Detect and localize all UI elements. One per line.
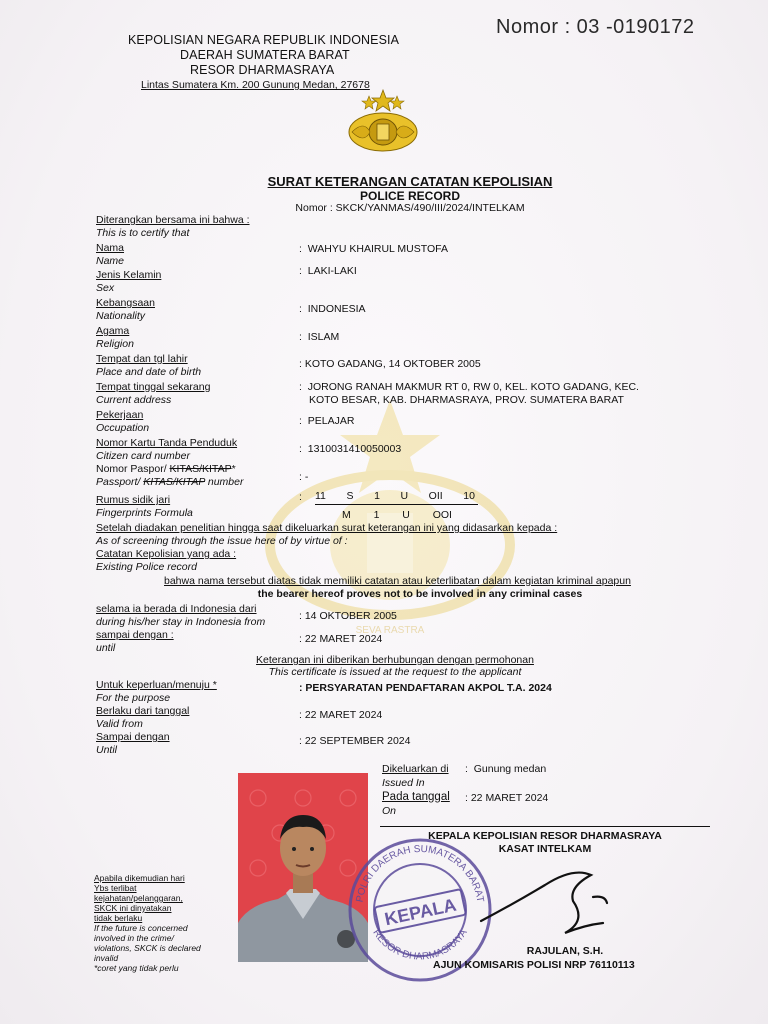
issued-on-value: : 22 MARET 2024: [465, 792, 549, 804]
sex-label: Jenis Kelamin Sex: [96, 269, 162, 294]
ktp-label: Nomor Kartu Tanda Penduduk Citizen card number: [96, 437, 238, 462]
name-label: Nama Name: [96, 242, 125, 267]
issued-in-label: Dikeluarkan di Issued In: [382, 763, 449, 789]
valid-until-label: Sampai dengan Until: [96, 731, 170, 756]
request-text: Keterangan ini diberikan berhubungan dengan permohonan: [256, 654, 534, 666]
stamp-center-text: KEPALA: [382, 894, 459, 930]
signatory-rank: AJUN KOMISARIS POLISI NRP 76110113: [433, 959, 635, 971]
stamp-ring-text: POLRI DAERAH SUMATERA BARAT: [354, 843, 486, 904]
passport-value: : -: [299, 471, 309, 483]
passport-label: Nomor Paspor/ KITAS/KITAP* Passport/ KITAS/KITAP number: [96, 463, 244, 488]
stamp-ring-bottom-text: RESOR DHARMASRAYA: [370, 927, 470, 963]
intro-label: Diterangkan bersama ini bahwa : This is to certify that: [96, 214, 250, 239]
signatory-title-1: KEPALA KEPOLISIAN RESOR DHARMASRAYA: [428, 830, 662, 842]
signatory-title-2: KASAT INTELKAM: [498, 843, 592, 855]
existing-record-text-en: the bearer hereof proves not to be involved in any criminal cases: [257, 588, 583, 600]
request-text-en: This certificate is issued at the request to the applicant: [268, 666, 522, 678]
document-title: SURAT KETERANGAN CATATAN KEPOLISIAN: [267, 174, 553, 189]
header-line-1: KEPOLISIAN NEGARA REPUBLIK INDONESIA: [128, 33, 400, 47]
occupation-label: Pekerjaan Occupation: [96, 409, 150, 434]
ktp-value: : 1310031410050003: [299, 443, 402, 455]
valid-from-label: Berlaku dari tanggal Valid from: [96, 705, 190, 730]
purpose-value: : PERSYARATAN PENDAFTARAN AKPOL T.A. 2024: [299, 682, 552, 694]
issued-in-value: : Gunung medan: [465, 763, 547, 775]
header-line-3: RESOR DHARMASRAYA: [190, 63, 335, 77]
existing-record-label: Catatan Kepolisian yang ada : Existing Police record: [96, 548, 237, 573]
existing-record-text: bahwa nama tersebut diatas tidak memiliki catatan atau keterlibatan dalam kegiatan kriminal apapun: [164, 575, 631, 587]
birth-value: : KOTO GADANG, 14 OKTOBER 2005: [299, 358, 481, 370]
footnote: Apabila dikemudian hari Ybs terlibat kejahatan/pelanggaran, SKCK ini dinyatakan tidak berlaku If the future is concerned involved in the crime/ violations, SKCK is declared invalid *coret yang tidak perlu: [94, 873, 201, 973]
document-subtitle: POLICE RECORD: [359, 189, 460, 203]
fingerprint-row-2: M 1 U OOI: [342, 509, 452, 521]
valid-until-value: : 22 SEPTEMBER 2024: [299, 735, 411, 747]
nationality-label: Kebangsaan Nationality: [96, 297, 155, 322]
valid-from-value: : 22 MARET 2024: [299, 709, 383, 721]
issued-on-label: Pada tanggal On: [382, 791, 450, 817]
nationality-value: : INDONESIA: [299, 303, 366, 315]
header-line-2: DAERAH SUMATERA BARAT: [180, 48, 350, 62]
sex-value: : LAKI-LAKI: [299, 265, 357, 277]
stay-until-label: sampai dengan : until: [96, 629, 174, 654]
fingerprint-label: Rumus sidik jari Fingerprints Formula: [96, 494, 193, 519]
screening-text: Setelah diadakan penelitian hingga saat dikeluarkan surat keterangan ini yang didasarkan kepada : As of screening through the issue here of by virtue of :: [96, 522, 558, 547]
name-value: : WAHYU KHAIRUL MUSTOFA: [299, 243, 448, 255]
document-number: Nomor : SKCK/YANMAS/490/III/2024/INTELKAM: [295, 202, 525, 214]
police-emblem-icon: [344, 88, 422, 154]
signature-scribble-icon: [475, 855, 635, 945]
stay-from-label: selama ia berada di Indonesia dari during his/her stay in Indonesia from: [96, 603, 266, 628]
stay-until-value: : 22 MARET 2024: [299, 633, 383, 645]
header-address: Lintas Sumatera Km. 200 Gunung Medan, 27678: [141, 79, 370, 91]
address-value: : JORONG RANAH MAKMUR RT 0, RW 0, KEL. KOTO GADANG, KEC. KOTO BESAR, KAB. DHARMASRAYA, PROV. SUMATERA BARAT: [299, 381, 639, 406]
stay-from-value: : 14 OKTOBER 2005: [299, 610, 397, 622]
birth-label: Tempat dan tgl lahir Place and date of birth: [96, 353, 202, 378]
svg-text:POLRI DAERAH SUMATERA BARAT: [355, 844, 486, 903]
purpose-label: Untuk keperluan/menuju * For the purpose: [96, 679, 217, 704]
address-label: Tempat tinggal sekarang Current address: [96, 381, 211, 406]
religion-label: Agama Religion: [96, 325, 134, 350]
signatory-name: RAJULAN, S.H.: [526, 945, 604, 957]
watermark-text: SEVA RASTRA: [355, 625, 425, 636]
signature-divider: [380, 826, 710, 827]
document-serial-number: Nomor : 03 -0190172: [496, 16, 695, 38]
religion-value: : ISLAM: [299, 331, 340, 343]
occupation-value: : PELAJAR: [299, 415, 355, 427]
fingerprint-row-1: 11 S 1 U OII 10: [315, 490, 478, 505]
fingerprint-colon: :: [299, 491, 302, 503]
